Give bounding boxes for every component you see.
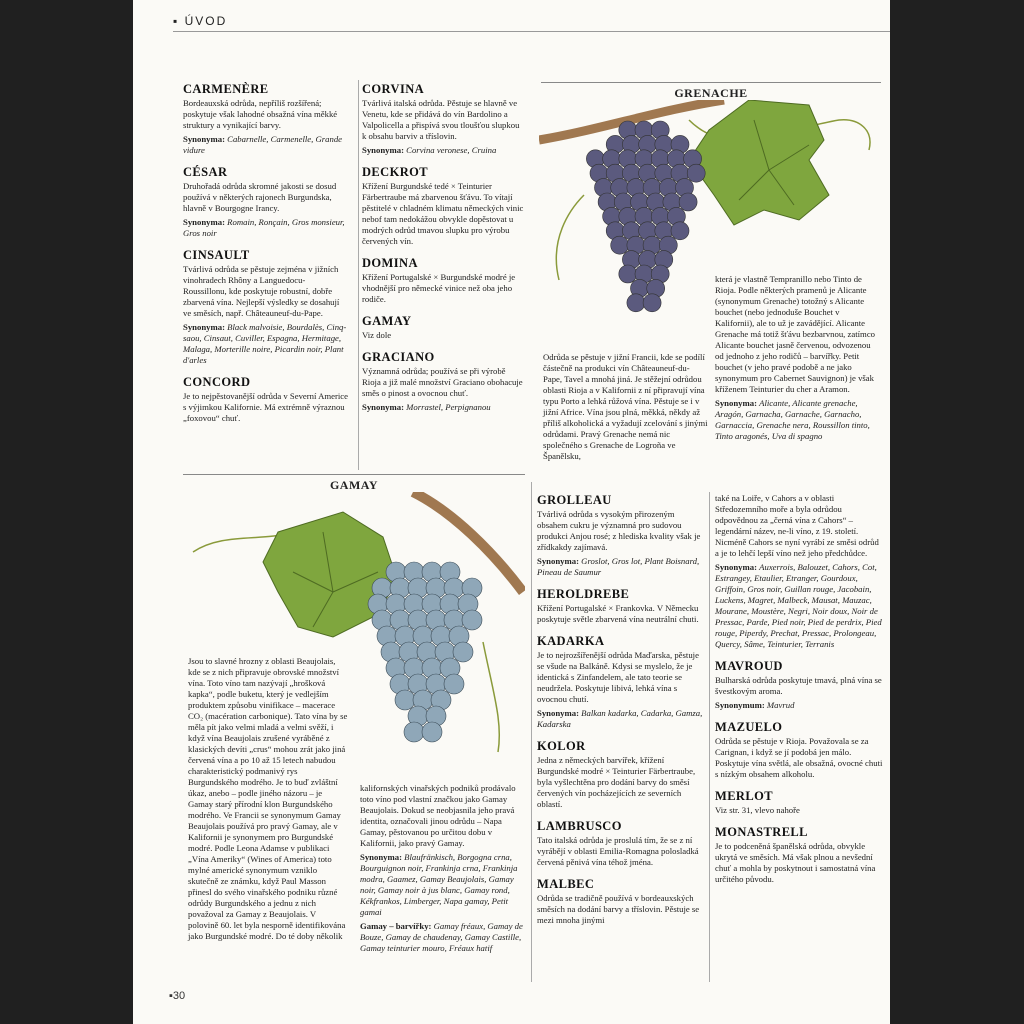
page-number: ▪30 <box>169 990 186 1002</box>
entry-title: KADARKA <box>537 634 605 648</box>
entry-text: Odrůda se pěstuje v Rioja. Považovala se za Carignan, i když se jí podobá jen málo. Poskytuje vína světlá, ale obsažná, ovocné chuti s nízkým obsahem alkoholu. <box>715 736 883 779</box>
synonyms-label: Synonyma: <box>715 398 760 408</box>
grape-entry <box>183 248 348 366</box>
grape-entry <box>537 587 705 625</box>
grape-berry <box>627 294 645 312</box>
column-4 <box>715 493 883 894</box>
synonyms-list: Corvina veronese, Cruina <box>406 145 497 155</box>
synonyms-list: Gamay fréaux, Gamay de Bouze, Gamay de chaudenay, Gamay Castille, Gamay teinturier mouro, Fréaux hatif <box>360 921 523 953</box>
entry-synonyms <box>183 134 348 156</box>
column-divider <box>531 482 532 982</box>
entry-title: GRACIANO <box>362 350 435 364</box>
grape-entry <box>362 256 524 305</box>
gamay-text-right <box>360 783 525 954</box>
entry-synonyms <box>362 145 524 156</box>
entry-text: Viz dole <box>362 330 392 340</box>
entry-synonyms <box>362 402 524 413</box>
synonyms-list: Auxerrois, Balouzet, Cahors, Cot, Estrangey, Etaulier, Etranger, Gourdoux, Griffoin, Gros noir, Guillan rouge, Jacobain, Luckens, Magret, Malbeck, Mausat, Mauzac, Mourane, Moustère, Negri, Noir doux, Noir de Pressac, Parde, Pied noir, Pied de perdrix, Pied rouge, Piperdy, Prechat, Pressac, Prolongeau, Quercy, Sâme, Teinturier, Terranis <box>715 562 882 649</box>
synonyms-label: Gamay – barvířky: <box>360 921 434 931</box>
column-2 <box>362 82 524 422</box>
gamay-right-text: kalifornských vinařských podniků prodávalo toto víno pod vlastní značkou jako Gamay Beaujolais. Dokud se neobjasnila jeho pravá identita, označovali jinou odrůdu – Napa Gamay, pěstovanou po určitou dobu v Kalifornii, jako pravý Gamay. <box>360 783 516 848</box>
grape-berry <box>611 236 629 254</box>
entry-title: KOLOR <box>537 739 586 753</box>
entry-title: GROLLEAU <box>537 493 612 507</box>
grape-entry <box>537 819 705 868</box>
entry-title: DECKROT <box>362 165 429 179</box>
header-rule <box>173 31 890 32</box>
entry-text: Viz str. 31, vlevo nahoře <box>715 805 800 815</box>
entry-text: Bulharská odrůda poskytuje tmavá, plná vína se švestkovým aroma. <box>715 675 882 696</box>
synonyms-list: Balkan kadarka, Cadarka, Gamza, Kadarska <box>537 708 703 729</box>
entry-title: GAMAY <box>362 314 412 328</box>
grape-entry <box>537 739 705 810</box>
gamay-synonyms <box>360 852 525 918</box>
entry-title: CÉSAR <box>183 165 228 179</box>
column-1 <box>183 82 348 433</box>
grape-entry <box>537 634 705 730</box>
grenache-right-text: která je vlastně Tempranillo nebo Tinto de Rioja. Podle některých pramenů je Alicante (synonymum Grenache) totožný s Alicante bouchet (nebo jednoduše Bouchet v Kalifornii), ale to už je zavádějící. Alicante Grenache má totiž šťávu bezbarvnou, zatímco Alicante bouchet jasně červenou, odvozenou od jednoho z jeho rodičů – barvířky. Petit bouchet (v jeho pravé podobě a ne jako synonymum pro Cabernet Sauvignon) je však kříženem Teinturier du cher a Aramon. <box>715 274 876 394</box>
grenache-synonyms <box>715 398 880 442</box>
entry-text: Významná odrůda; používá se při výrobě Rioja a již malé množství Graciano obohacuje směs o pinost a ovocnou chuť. <box>362 366 523 398</box>
grape-berry <box>679 193 697 211</box>
synonyms-list: Cabarnelle, Carmenelle, Grande vidure <box>183 134 343 155</box>
column-divider <box>709 492 710 982</box>
entry-text: Křížení Portugalské × Burgundské modré je vhodnější pro německé vinice než oba jeho rodiče. <box>362 272 516 304</box>
synonyms-label: Synonyma: <box>537 708 582 718</box>
entry-title: MERLOT <box>715 789 773 803</box>
synonyms-list: Mavrud <box>766 700 795 710</box>
entry-text: Tvárlivá italská odrůda. Pěstuje se hlavně ve Venetu, kde se přidává do vín Bardolino a Valpolicella a přispívá svou tloušťou slupkou k obsahu barviv a tříslovin. <box>362 98 520 141</box>
synonyms-list: Blaufränkisch, Borgogna crna, Bourguignon noir, Frankinja crna, Frankinja modra, Gaamez, Gamay Beaujolais, Gamay noir, Gamay noir à jus blanc, Gamay rond, Kékfrankos, Limberger, Napa gamay, Petit gamai <box>360 852 518 917</box>
grape-berry <box>671 222 689 240</box>
entry-synonyms <box>537 556 705 578</box>
entry-text: Jedna z německých barvířek, křížení Burgundské modré × Teinturier Färbertraube, byla vyšlechtěna pro dodání barvy do směsí červených vín pocházejících ze severních oblastí. <box>537 755 696 809</box>
synonyms-list: Morrastel, Perpignanou <box>406 402 491 412</box>
entry-title: CONCORD <box>183 375 251 389</box>
entry-text: Tvárlivá odrůda se pěstuje zejména v jižních vinohradech Rhôny a Languedocu-Roussillonu, kde poskytuje robustní, dobře zbarvená vína. Nejlepší výsledky se dosahují ve směsích, např. Châteauneuf-du-Pape. <box>183 264 340 318</box>
synonyms-label: Synonyma: <box>183 134 228 144</box>
grape-berry <box>643 294 661 312</box>
entry-title: MAVROUD <box>715 659 783 673</box>
entry-synonyms <box>537 708 705 730</box>
entry-title: HEROLDREBE <box>537 587 630 601</box>
grenache-text-right <box>715 274 880 442</box>
grape-berry <box>462 610 482 630</box>
grape-entry <box>715 659 883 711</box>
column-divider <box>358 80 359 470</box>
grape-entry <box>537 877 705 926</box>
column-3 <box>537 493 705 935</box>
grape-berry <box>453 642 473 662</box>
synonyms-label: Synonymum: <box>715 700 767 710</box>
grenache-left-text: Odrůda se pěstuje v jižní Francii, kde se podílí částečně na produkci vín Châteauneuf-du-Pape, Tavel a mnohá jiná. Je stěžejní odrůdou oblasti Rioja a v Kalifornii z ní připravují vína typu Porto a lehká růžová vína. Pěstuje se i v jižní Africe. Vína jsou plná, měkká, někdy až příliš alkoholická a vyžadují zcelování s jinými odrůdami. Pravý Grenache nemá nic společného s Grenache de Logroña ve Španělsku, <box>543 352 708 461</box>
synonyms-label: Synonyma: <box>360 852 405 862</box>
gamay-title: GAMAY <box>329 478 379 492</box>
grenache-title: GRENACHE <box>674 86 748 100</box>
entry-text: Je to nejpěstovanější odrůda v Severní Americe s výjimkou Kalifornie. Má extrémně výraznou „foxovou“ chuť. <box>183 391 349 423</box>
entry-text: také na Loiře, v Cahors a v oblasti Středozemního moře a byla odrůdou odpovědnou za „černá vína z Cahors“ – legendární název, ne-li víno, z 19. století. Nicméně Cahors se nyní vyrábí ze směsi odrůd a je to lehčí lepší víno než jeho předchůdce. <box>715 493 879 558</box>
synonyms-label: Synonyma: <box>362 145 407 155</box>
grape-berry <box>422 722 442 742</box>
entry-title: MONASTRELL <box>715 825 808 839</box>
grape-entry <box>362 314 524 341</box>
entry-text: Křížení Portugalské × Frankovka. V Německu poskytuje světle zbarvená vína neutrální chuti. <box>537 603 699 624</box>
entry-text: Křížení Burgundské tedé × Teinturier Färbertraube má zbarvenou šťávu. To vítají pěstitelé v chladném klimatu německých vinic nebof tam nedokážou obvykle dopěstovat u modrých odrůd tmavou slupku pro výrobu červených vín. <box>362 181 524 246</box>
entry-text: Tato italská odrůda je proslulá tím, že se z ní vyrábějí v oblasti Emilia-Romagna polosladká červená pěnivá vína téhož jména. <box>537 835 699 867</box>
grenache-text-left <box>543 352 708 462</box>
grenache-box-top-rule <box>541 82 881 83</box>
entry-title: CINSAULT <box>183 248 250 262</box>
grape-berry <box>687 164 705 182</box>
synonyms-label: Synonyma: <box>183 322 228 332</box>
grape-entry <box>183 165 348 239</box>
grape-entry <box>715 789 883 816</box>
synonyms-list: Romain, Ronçain, Gros monsieur, Gros noir <box>183 217 345 238</box>
grape-entry <box>537 493 705 578</box>
entry-title: MALBEC <box>537 877 595 891</box>
entry-text: Bordeauxská odrůda, nepříliš rozšířená; poskytuje však lahodné obsažná vína měkké struktury a vynikající barvy. <box>183 98 338 130</box>
gamay-left-text: Jsou to slavné hrozny z oblasti Beaujolais, kde se z nich připravuje obrovské množství vína. Toto víno tam nazývají „hrošková kapka“, podle buketu, který je vedlejším produktem způsobu vinifikace – macerace CO₂ (macération carbonique). Tato vína by se měla pít jako velmi mladá a velmi svěží, i když vína Beaujolais zrušené vyráběné z klasických devíti „crus“ mohou zrát jako jiná červená vína a po 10 až 15 letech nabudou charakteristický podmanivý rys Burgundského modrého. Je to buď zvláštní úkaz, anebo – podle jiného názoru – je Gamay starý přírodní klon Burgundského modrého. Ve Francii se synonymum Gamay Beaujolais používá pro pravý Gamay, ale v Kalifornii je synonymem pro Burgundské modré. Podle Leona Adamse v publikaci „Vína Ameriky“ (Wines of America) toto mylné americké synonymum vzniklo skutečně ze známku, když Paul Masson přinesl do svého vinařského podniku různé odrůdy Burgundského a jednu z nich považoval za Gamay z Beaujolais. V polovině 60. let byla nesporně identifikována jako Burgundské modré. Do té doby několik <box>188 656 348 941</box>
entry-text: Tvárlivá odrůda s vysokým přirozeným obsahem cukru je významná pro sudovou produkci Anjou rosé; z hlediska kvality však je zřídkakdy zajímavá. <box>537 509 701 552</box>
book-page <box>133 0 890 1024</box>
grape-entry <box>362 350 524 413</box>
synonyms-label: Synonyma: <box>715 562 760 572</box>
grape-entry <box>362 82 524 156</box>
synonyms-label: Synonyma: <box>362 402 407 412</box>
entry-title: CARMENÈRE <box>183 82 269 96</box>
grape-entry <box>362 165 524 247</box>
section-header: ▪ ÚVOD <box>173 14 228 28</box>
synonyms-list: Groslot, Gros lot, Plant Boisnard, Pineau de Saumur <box>537 556 700 577</box>
synonyms-list: Alicante, Alicante grenache, Aragón, Garnacha, Garnache, Garnacho, Garnaccia, Grenache nera, Roussillon tinto, Tinto aragonés, Uva di spagno <box>715 398 870 441</box>
synonyms-list: Black malvoisie, Bourdalès, Cinq-saou, Cinsaut, Cuviller, Espagna, Hermitage, Malaga, Morterille noire, Picardin noir, Plant d'arles <box>183 322 347 365</box>
grape-entry <box>715 720 883 780</box>
entry-title: LAMBRUSCO <box>537 819 622 833</box>
entry-text: Druhořadá odrůda skromné jakosti se dosud používá v některých rajonech Burgundska, hlavně v Bourgogne Irancy. <box>183 181 337 213</box>
gamay-text-left <box>188 656 348 942</box>
grape-berry <box>404 722 424 742</box>
grape-entry <box>715 825 883 885</box>
gamay-box-top-rule <box>183 474 525 475</box>
synonyms-label: Synonyma: <box>537 556 582 566</box>
entry-text: Odrůda se tradičně používá v bordeauxských směsích na dodání barvy a tříslovin. Pěstuje se mezi mnoha jinými <box>537 893 700 925</box>
entry-synonyms <box>715 562 883 650</box>
grape-berry <box>444 674 464 694</box>
entry-synonyms <box>715 700 883 711</box>
synonyms-label: Synonyma: <box>183 217 228 227</box>
gamay-teinturier-synonyms <box>360 921 525 954</box>
grape-entry <box>715 493 883 650</box>
grape-berry <box>619 265 637 283</box>
entry-text: Je to nejrozšířenější odrůda Maďarska, pěstuje se všude na Balkáně. Kdysi se myslelo, že je identická s Zinfandelem, ale tato teorie se neudržela. Poskytuje libivá, lehká vína s ovocnou chutí. <box>537 650 699 704</box>
grape-berry <box>395 690 415 710</box>
entry-title: MAZUELO <box>715 720 783 734</box>
entry-text: Je to podceněná španělská odrůda, obvykle ukrytá ve směsích. Má však plnou a nevšední chuť a mohla by poskytnout i samostatná vína určitého původu. <box>715 841 876 884</box>
entry-title: CORVINA <box>362 82 425 96</box>
grape-entry <box>183 82 348 156</box>
entry-synonyms <box>183 322 348 366</box>
entry-title: DOMINA <box>362 256 418 270</box>
entry-synonyms <box>183 217 348 239</box>
grape-entry <box>183 375 348 424</box>
